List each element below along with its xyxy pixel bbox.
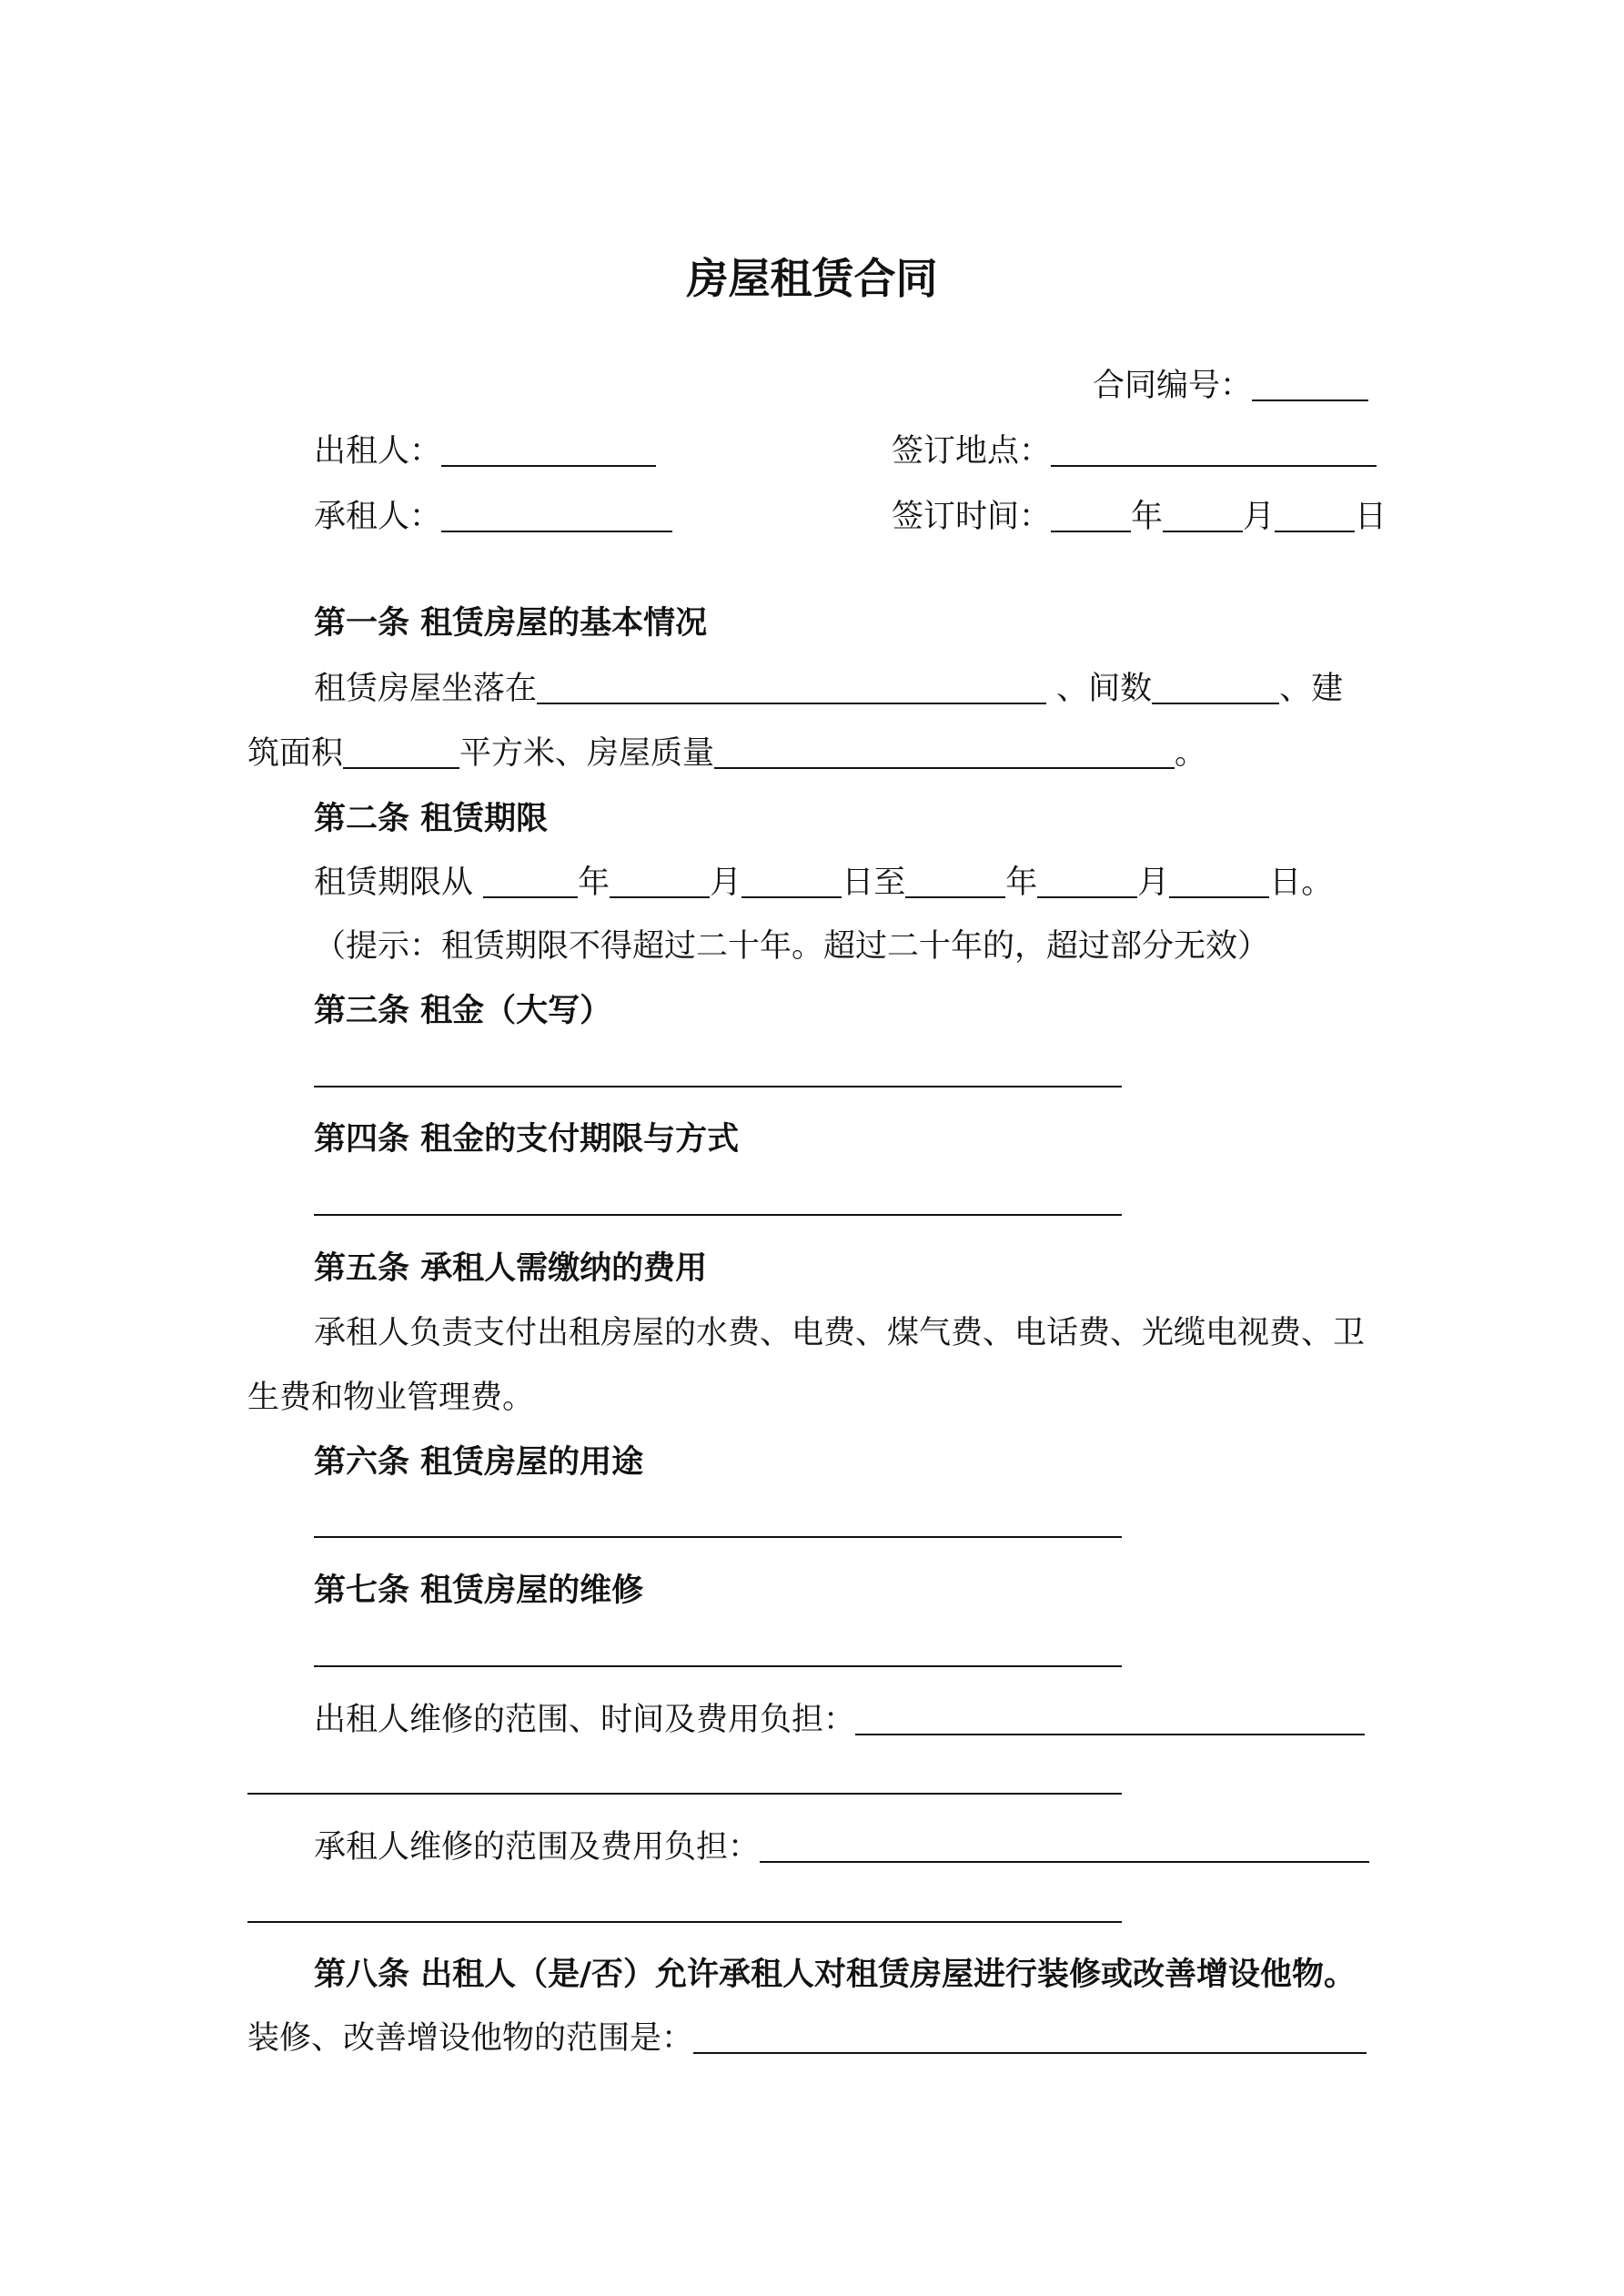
article-1-heading: 第一条 租赁房屋的基本情况 (314, 604, 708, 642)
sign-time-field (892, 497, 1387, 537)
article-5-text-1: 承租人负责支付出租房屋的水费、电费、煤气费、电话费、光缆电视费、卫 (314, 1315, 1366, 1351)
lessee-repair-blank-2[interactable] (247, 1921, 1122, 1923)
sign-day-blank[interactable] (1275, 501, 1355, 532)
location-blank[interactable] (537, 673, 1046, 704)
start-month-blank[interactable] (610, 867, 710, 898)
lessee-repair-label: 承租人维修的范围及费用负担： (314, 1829, 761, 1866)
lessor-repair-blank[interactable] (855, 1704, 1365, 1735)
sign-month-blank[interactable] (1163, 501, 1243, 532)
contract-number-label: 合同编号： (1093, 368, 1253, 404)
quality-label: 平方米、房屋质量 (459, 735, 715, 772)
lessee-repair-blank[interactable] (760, 1832, 1369, 1863)
start-month-label: 月 (710, 865, 742, 901)
area-blank[interactable] (343, 738, 459, 769)
contract-number-blank[interactable] (1252, 370, 1368, 401)
end-day-blank[interactable] (1169, 867, 1269, 898)
end-year-blank[interactable] (905, 867, 1005, 898)
rooms-blank[interactable] (1152, 673, 1279, 704)
sign-year-blank[interactable] (1051, 501, 1131, 532)
document-title: 房屋租赁合同 (686, 254, 938, 303)
article-7-heading: 第七条 租赁房屋的维修 (314, 1572, 644, 1609)
sign-month-label: 月 (1243, 499, 1276, 535)
article-4-heading: 第四条 租金的支付期限与方式 (314, 1120, 740, 1158)
end-month-label: 月 (1137, 865, 1170, 901)
article-2-heading: 第二条 租赁期限 (314, 800, 549, 837)
contract-number-field (1093, 366, 1368, 406)
payment-terms-blank[interactable] (314, 1214, 1122, 1216)
rent-amount-blank[interactable] (314, 1086, 1122, 1087)
lessor-field (314, 431, 656, 471)
start-day-label: 日至 (842, 865, 906, 901)
start-year-blank[interactable] (483, 867, 578, 898)
renovation-scope-field (247, 2018, 1367, 2058)
sign-time-label: 签订时间： (892, 499, 1052, 535)
article-1-line-2 (247, 733, 1206, 774)
sign-day-label: 日 (1355, 499, 1387, 535)
usage-blank[interactable] (314, 1536, 1122, 1538)
article-1-line-1 (314, 669, 1343, 709)
lessor-repair-field (314, 1700, 1365, 1740)
renovation-scope-label: 装修、改善增设他物的范围是： (247, 2020, 694, 2057)
lessor-label: 出租人： (314, 433, 442, 470)
rooms-label: 、间数 (1056, 671, 1153, 707)
location-label: 租赁房屋坐落在 (314, 671, 538, 707)
sign-place-blank[interactable] (1051, 436, 1377, 467)
end-day-label: 日。 (1269, 865, 1334, 901)
article-3-heading: 第三条 租金（大写） (314, 992, 612, 1029)
term-label: 租赁期限从 (314, 865, 474, 901)
end-year-label: 年 (1005, 865, 1038, 901)
lessor-repair-blank-2[interactable] (247, 1793, 1122, 1795)
sign-place-field (892, 431, 1377, 471)
article-2-term (314, 863, 1333, 903)
lessee-label: 承租人： (314, 499, 442, 535)
article-2-hint: （提示：租赁期限不得超过二十年。超过二十年的，超过部分无效） (314, 928, 1270, 965)
area-label-start: 、建 (1279, 671, 1344, 707)
sign-year-label: 年 (1131, 499, 1164, 535)
start-year-label: 年 (578, 865, 610, 901)
end-month-blank[interactable] (1037, 867, 1137, 898)
maintenance-blank[interactable] (314, 1665, 1122, 1667)
area-label: 筑面积 (247, 735, 344, 772)
lessee-blank[interactable] (441, 501, 672, 532)
article-5-heading: 第五条 承租人需缴纳的费用 (314, 1249, 708, 1287)
lessee-repair-field (314, 1827, 1369, 1867)
lessor-repair-label: 出租人维修的范围、时间及费用负担： (314, 1702, 856, 1738)
quality-blank[interactable] (714, 738, 1175, 769)
lessor-blank[interactable] (441, 436, 656, 467)
sign-place-label: 签订地点： (892, 433, 1052, 470)
article-5-text-2: 生费和物业管理费。 (247, 1380, 535, 1416)
period-mark: 。 (1175, 735, 1207, 772)
start-day-blank[interactable] (741, 867, 842, 898)
article-8-heading: 第八条 出租人（是/否）允许承租人对租赁房屋进行装修或改善增设他物。 (314, 1956, 1356, 1993)
lessee-field (314, 497, 672, 537)
renovation-scope-blank[interactable] (693, 2023, 1367, 2054)
article-6-heading: 第六条 租赁房屋的用途 (314, 1443, 644, 1481)
